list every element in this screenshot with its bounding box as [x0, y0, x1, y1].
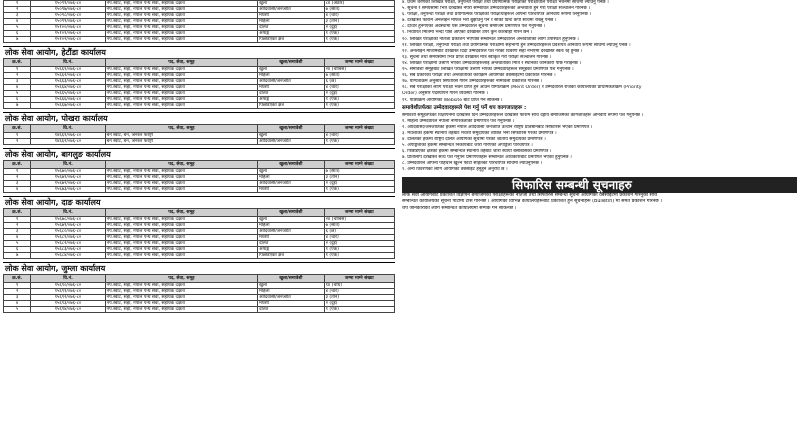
column-header-roll: वि.नं. — [31, 125, 105, 133]
table-cell: मधेशी — [258, 13, 324, 19]
vacancy-table — [3, 58, 395, 109]
table-cell: १५६९१/०७६-८० — [31, 289, 105, 295]
table-cell: नेप.स्वाट, सहा, नेपाल पन्थ सेवा, सहायक दक्षता — [105, 103, 257, 109]
vacancy-table — [3, 208, 395, 259]
column-header-sn: क्र.सं. — [4, 275, 31, 283]
table-cell: नेप.स्वाट, सहा, नेपाल पन्थ सेवा, सहायक दक्षता — [105, 241, 257, 247]
table-cell: ३ — [4, 79, 31, 85]
document-requirement-item: ४. दलितको हकमा राष्ट्रिय दलित आयोगको सूचीमा परेको जातीय समुदायको प्रमाणपत्र । — [402, 136, 546, 142]
table-cell: १ — [4, 217, 31, 223]
table-cell: १५६८१/०७६-८० — [31, 235, 105, 241]
table-cell: खुला — [258, 169, 324, 175]
table-cell: आदिवासी/जनजाति — [258, 139, 324, 145]
table-header-row — [4, 59, 395, 67]
table-cell: १५६८४/०७६-८० — [31, 253, 105, 259]
table-cell: ७ (सात) — [324, 223, 394, 229]
table-header-row — [4, 275, 395, 283]
table-cell: ५ — [4, 241, 31, 247]
table-cell: मधेशी — [258, 301, 324, 307]
table-header-row — [4, 209, 395, 217]
table-cell: बन स्वाट, बन, जनरल फरेष्ट्री — [105, 139, 257, 145]
table-cell: ४ — [4, 235, 31, 241]
table-cell: २ — [4, 289, 31, 295]
table-cell: नेप.स्वाट, सहा, नेपाल पन्थ सेवा, सहायक दक्षता — [105, 223, 257, 229]
table-cell: नेप.स्वाट, सहा, नेपाल पन्थ सेवा, सहायक दक्षता — [105, 247, 257, 253]
vacancy-table — [3, 0, 395, 43]
table-cell: १५६९३/०७६-८० — [31, 301, 105, 307]
table-cell: १ (एक) — [324, 307, 394, 313]
table-cell: नेप.स्वाट, सहा, नेपाल पन्थ सेवा, सहायक दक्षता — [105, 307, 257, 313]
table-cell: ७ — [4, 253, 31, 259]
column-header-post: पद, सेवा, समूह — [105, 209, 257, 217]
table-cell: नेप.स्वाट, सहा, नेपाल पन्थ सेवा, सहायक दक्षता — [105, 295, 257, 301]
column-header-qty: जम्मा माग्ने संख्या — [324, 125, 394, 133]
instruction-item: १९. पाठ्यक्रम आयोगको Website बाट प्राप्त गर्न सकिन्छ । — [402, 97, 503, 103]
table-row — [4, 253, 395, 259]
office-section-title: लोक सेवा आयोग, हेटौंडा कार्यालय — [3, 46, 395, 58]
table-cell: ४ — [4, 301, 31, 307]
table-cell: १५१०१/०७६-८० — [31, 31, 105, 37]
table-cell: १ — [4, 169, 31, 175]
document-requirement-item: समावेशी समूहतर्फको विज्ञापनमा दरखास्त दिने उम्मेदवारहरूले दरखास्त फाराम साथ देहाय बमोजिमका कागजातहरू अनिवार्य रूपमा पेश गर्नुपर्नेछ । — [402, 112, 644, 118]
instruction-item: १२. अनलाइन माध्यमबाट दरखास्त दिँदा उम्मेदवारले पेश गरेको विवरण सही नभएमा दरखास्त स्वतः रद्द हुनेछ । — [402, 48, 583, 54]
vacancy-table — [3, 274, 395, 313]
table-cell: २४ (चौबिस) — [324, 67, 394, 73]
table-cell: ३ (तीन) — [324, 175, 394, 181]
table-cell: ४ (चार) — [324, 289, 394, 295]
table-cell: नेप.स्वाट, सहा, नेपाल पन्थ सेवा, सहायक दक्षता — [105, 79, 257, 85]
instructions-list — [402, 0, 797, 104]
document-requirement-item: २. आदिवासी/जनजातिको हकमा नेपाल आदिवासी जनजाति उत्थान राष्ट्रिय प्रतिष्ठानबाट सिफारिस भएको प्रमाणपत्र । — [402, 124, 593, 130]
table-cell: १ — [4, 133, 31, 139]
table-cell: नेप.स्वाट, सहा, नेपाल पन्थ सेवा, सहायक दक्षता — [105, 91, 257, 97]
table-row — [4, 307, 395, 313]
notice-column — [402, 0, 797, 445]
table-cell: नेप.स्वाट, सहा, नेपाल पन्थ सेवा, सहायक दक्षता — [105, 181, 257, 187]
table-cell: ५ — [4, 307, 31, 313]
inclusive-documents-heading: समावेशीतर्फका उम्मेदवारहरूले पेश गर्नु पर्ने थप कागजातहरू : — [402, 104, 527, 111]
table-cell: नेप.स्वाट, सहा, नेपाल पन्थ सेवा, सहायक दक्षता — [105, 175, 257, 181]
table-cell: १ (एक) — [324, 253, 394, 259]
table-cell: आदिवासी/जनजाति — [258, 295, 324, 301]
document-requirement-item: १. महिला उम्मेदवारले नेपाली नागरिकताको प्रमाणपत्र पेश गर्नुपर्नेछ । — [402, 118, 515, 124]
table-cell: २ (दुई) — [324, 181, 394, 187]
table-cell: मधेशी — [258, 235, 324, 241]
table-cell: १५०९८/०७६-८० — [31, 13, 105, 19]
instruction-item: १४. लिखित परीक्षामा उत्तीर्ण भएका उम्मेदवारहरूलाई अन्तर्वार्ताको मिति र स्थानको जानकारी पछि गराइनेछ । — [402, 60, 582, 66]
table-cell: १५६७०/०७६-८० — [31, 169, 105, 175]
document-requirement-item: ६. पिछडिएको क्षेत्रको हकमा सम्बन्धित स्थानीय तहबाट जारी स्थायी बसोबासको प्रमाणपत्र । — [402, 149, 552, 155]
table-cell: ४ (चार) — [324, 133, 394, 139]
table-cell: नेप.स्वाट, सहा, नेपाल पन्थ सेवा, सहायक दक्षता — [105, 97, 257, 103]
office-section-title: लोक सेवा आयोग, जुम्ला कार्यालय — [3, 262, 395, 274]
table-cell: ३ (तीन) — [324, 19, 394, 25]
column-header-group: खुला/समावेशी — [258, 59, 324, 67]
table-cell: २ — [4, 223, 31, 229]
document-requirement-item: ८. उम्मेदवारले आफ्नो पहिचान खुल्ने फोटो सहितको परिचयपत्र साथमा ल्याउनुपर्नेछ । — [402, 161, 543, 167]
table-cell: १ (एक) — [324, 187, 394, 193]
table-cell: ३ — [4, 229, 31, 235]
column-header-post: पद, सेवा, समूह — [105, 59, 257, 67]
table-cell: नेप.स्वाट, सहा, नेपाल पन्थ सेवा, सहायक दक्षता — [105, 229, 257, 235]
column-header-qty: जम्मा माग्ने संख्या — [324, 275, 394, 283]
table-cell: १ (एक) — [324, 37, 394, 43]
table-cell: ४ (चार) — [324, 235, 394, 241]
table-cell: ७ (सात) — [324, 73, 394, 79]
table-cell: १४६६१/०७६-८० — [31, 133, 105, 139]
instruction-item: १५. समावेशी समूहबाट लिखित परीक्षामा उत्तीर्ण भएका उम्मेदवारहरूले समूहको प्रमाणपत्र पेश गर्नुपर्नेछ । — [402, 67, 574, 73]
table-cell: आदिवासी/जनजाति — [258, 229, 324, 235]
table-cell: १५६९४/०७६-८० — [31, 307, 105, 313]
instruction-item: ९. निर्धारित मितिमा भन्दा पछि आएको दरखास्त उपर कुनै कारबाही गरिने छैन । — [402, 30, 533, 36]
table-cell: नेप.स्वाट, सहा, नेपाल पन्थ सेवा, सहायक दक्षता — [105, 235, 257, 241]
instruction-item: ४. प्रथम चरणको लिखित परीक्षा, तनुपन्थी परीक्षा तथा प्रयोगात्मक परीक्षाको परीक्षार्थीले परीक्षा भवनमा साथमा ल्याउनु पर्नेछ । — [402, 0, 609, 5]
table-cell: ७ (सात) — [324, 169, 394, 175]
table-cell: २ — [4, 175, 31, 181]
table-cell: ४ — [4, 19, 31, 25]
table-cell: १५६८२/०७६-८० — [31, 241, 105, 247]
table-cell: ५ — [4, 91, 31, 97]
table-cell: ६ (छ) — [324, 79, 394, 85]
document-requirement-item: ५. अपाङ्गताको हकमा सम्बन्धित निकायबाट जारी गरिएको अपाङ्गता परिचयपत्र । — [402, 143, 533, 149]
table-cell: १ — [4, 283, 31, 289]
table-cell: दलित — [258, 91, 324, 97]
table-cell: पिछडिएको क्षेत्र — [258, 37, 324, 43]
table-cell: महिला — [258, 175, 324, 181]
table-cell: आदिवासी/जनजाति — [258, 181, 324, 187]
table-cell: १५०९९/०७६-८० — [31, 1, 105, 7]
table-cell: आदिवासी/जनजाति — [258, 7, 324, 13]
table-cell: १५६७३/०७६-८० — [31, 187, 105, 193]
table-cell: ६ — [4, 31, 31, 37]
office-section — [3, 112, 395, 148]
table-cell: १ (एक) — [324, 247, 394, 253]
table-cell: ३ — [4, 13, 31, 19]
office-section-title: लोक सेवा आयोग, बागलुङ कार्यालय — [3, 148, 395, 160]
table-cell: ३ — [4, 295, 31, 301]
table-header-row — [4, 125, 395, 133]
table-row — [4, 187, 395, 193]
table-cell: २ — [4, 73, 31, 79]
table-cell: १ — [4, 1, 31, 7]
instruction-item: १७. योग्यताक्रम अनुसार सिफारिस गरिने उम्मेदवारहरूको नामावली प्रकाशित गरिनेछ । — [402, 79, 543, 85]
table-cell: २४ (चौबिस) — [324, 217, 394, 223]
vacancy-table — [3, 160, 395, 193]
table-cell: नेप.स्वाट, सहा, नेपाल पन्थ सेवा, सहायक दक्षता — [105, 25, 257, 31]
instruction-item: ८. दोधार हुनगएको अवस्थामा यसै उम्मेदवारले सूचना बमोजिम प्रमाणपत्र पेश गर्नुपर्नेछ । — [402, 24, 546, 30]
table-cell: ४ (चार) — [324, 13, 394, 19]
table-row — [4, 37, 395, 43]
table-cell: नेप.स्वाट, सहा, नेपाल पन्थ सेवा, सहायक दक्षता — [105, 289, 257, 295]
office-section — [3, 46, 395, 112]
column-header-qty: जम्मा माग्ने संख्या — [324, 59, 394, 67]
table-cell: खुला — [258, 67, 324, 73]
table-cell: १ (एक) — [324, 139, 394, 145]
table-cell: १५१००/०७६-८० — [31, 25, 105, 31]
document-requirement-item: ७. प्रतिलिपि दरखास्त साथ पेश गर्नुपर्ने प्रमाणपत्रहरू सम्बन्धित अधिकारीबाट प्रमाणित भएको हुनुपर्नेछ । — [402, 155, 572, 161]
table-cell: ३ — [4, 181, 31, 187]
office-section — [3, 262, 395, 316]
column-header-sn: क्र.सं. — [4, 125, 31, 133]
recommendation-text — [402, 193, 797, 213]
table-row — [4, 103, 395, 109]
table-cell: नेप.स्वाट, सहा, नेपाल पन्थ सेवा, सहायक दक्षता — [105, 283, 257, 289]
column-header-post: पद, सेवा, समूह — [105, 161, 257, 169]
column-header-qty: जम्मा माग्ने संख्या — [324, 161, 394, 169]
table-cell: १५०९७/०७६-८० — [31, 7, 105, 13]
table-cell: नेप.स्वाट, सहा, नेपाल पन्थ सेवा, सहायक दक्षता — [105, 301, 257, 307]
table-cell: १४ (चौध) — [324, 283, 394, 289]
table-cell: नेप.स्वाट, सहा, नेपाल पन्थ सेवा, सहायक दक्षता — [105, 31, 257, 37]
column-header-post: पद, सेवा, समूह — [105, 275, 257, 283]
instruction-item: ७. दरखास्त फाराम अनलाइन मार्फत भरी बुझाउनु पर्ने र सोको प्रिन्ट कपी साथमा राख्नु पर्नेछ । — [402, 18, 557, 24]
column-header-roll: वि.नं. — [31, 209, 105, 217]
table-cell: १५६९०/०७६-८० — [31, 283, 105, 289]
column-header-roll: वि.नं. — [31, 59, 105, 67]
instruction-item: १३. सूचना तथा समयसीमा भित्र प्राप्त दरखास्त मात्र स्वीकृत गरी परीक्षा सञ्चालन गरिनेछ । — [402, 54, 552, 60]
table-cell: नेप.स्वाट, सहा, नेपाल पन्थ सेवा, सहायक दक्षता — [105, 187, 257, 193]
table-cell: महिला — [258, 289, 324, 295]
table-cell: पिछडिएको क्षेत्र — [258, 253, 324, 259]
table-cell: पिछडिएको क्षेत्र — [258, 103, 324, 109]
column-header-qty: जम्मा माग्ने संख्या — [324, 209, 394, 217]
office-section — [3, 148, 395, 196]
vacancy-tables-column — [3, 0, 395, 445]
column-header-roll: वि.नं. — [31, 275, 105, 283]
table-cell: ४ (चार) — [324, 85, 394, 91]
table-cell: १५६६१/०७६-८० — [31, 67, 105, 73]
table-cell: दलित — [258, 25, 324, 31]
table-cell: ७ (सात) — [324, 7, 394, 13]
column-header-roll: वि.नं. — [31, 161, 105, 169]
office-section — [3, 196, 395, 262]
table-cell: ३ (तीन) — [324, 295, 394, 301]
table-cell: आदिवासी/जनजाति — [258, 79, 324, 85]
table-cell: ७ — [4, 37, 31, 43]
table-cell: मधेशी — [258, 187, 324, 193]
table-cell: १ (एक) — [324, 103, 394, 109]
column-header-sn: क्र.सं. — [4, 161, 31, 169]
office-section-title: लोक सेवा आयोग, पोखरा कार्यालय — [3, 112, 395, 124]
instruction-item: १०. लिखित परीक्षाको नतिजा प्रकाशन भएपछि सम्बन्धित उम्मेदवारले अन्तर्वार्ताको लागि उपस्थित हुनुपर्नेछ । — [402, 36, 579, 42]
table-cell: २ — [4, 139, 31, 145]
table-cell: १५६७९/०७६-८० — [31, 223, 105, 229]
table-cell: महिला — [258, 73, 324, 79]
table-cell: १ (एक) — [324, 97, 394, 103]
table-cell: खुला — [258, 1, 324, 7]
column-header-group: खुला/समावेशी — [258, 275, 324, 283]
column-header-group: खुला/समावेशी — [258, 209, 324, 217]
table-header-row — [4, 161, 395, 169]
table-cell: नेप.स्वाट, सहा, नेपाल पन्थ सेवा, सहायक दक्षता — [105, 67, 257, 73]
table-cell: नेप.स्वाट, सहा, नेपाल पन्थ सेवा, सहायक दक्षता — [105, 13, 257, 19]
table-cell: मधेशी — [258, 85, 324, 91]
table-cell: ६ — [4, 97, 31, 103]
recommendation-line: सम्बन्धित कार्यालयको सूचना पाटीमा टाँस गरिनेछ । आयोगको विभिन्न कार्यालयहरूबाट प्रकाशित हुने सूचनाहरू (Bulletin) मा समेत प्रकाशन गरिनेछ । — [402, 199, 663, 205]
table-cell: नेप.स्वाट, सहा, नेपाल पन्थ सेवा, सहायक दक्षता — [105, 37, 257, 43]
table-cell: खुला — [258, 133, 324, 139]
table-cell: १५६६६/०७६-८० — [31, 97, 105, 103]
table-cell: १४६६२/०७६-८० — [31, 139, 105, 145]
table-cell: १५६६२/०७६-८० — [31, 73, 105, 79]
table-cell: १५६६५/०७६-८० — [31, 91, 105, 97]
table-cell: १ (एक) — [324, 31, 394, 37]
column-header-sn: क्र.सं. — [4, 59, 31, 67]
table-cell: २ (दुई) — [324, 301, 394, 307]
table-cell: १५६८०/०७६-८० — [31, 229, 105, 235]
table-cell: १५६८३/०७६-८० — [31, 247, 105, 253]
column-header-group: खुला/समावेशी — [258, 161, 324, 169]
table-cell: दलित — [258, 307, 324, 313]
table-cell: नेप.स्वाट, सहा, नेपाल पन्थ सेवा, सहायक दक्षता — [105, 7, 257, 13]
table-cell: अपाङ्ग — [258, 247, 324, 253]
table-cell: नेप.स्वाट, सहा, नेपाल पन्थ सेवा, सहायक दक्षता — [105, 169, 257, 175]
table-cell: १५६६४/०७६-८० — [31, 85, 105, 91]
instruction-item: १८. सबै परीक्षाको लागि परीक्षा भवन प्राप्त हुन आउने योग्यताक्रम (Merit Order) र उम्मेदवारले रोजेको कार्यालयको प्राथमिकताक्रम (Priority — [402, 85, 642, 91]
inclusive-documents-list — [402, 113, 797, 174]
table-cell: बन स्वाट, बन, जनरल फरेष्ट्री — [105, 133, 257, 139]
table-cell: ६ (छ) — [324, 229, 394, 235]
table-cell: १५६९२/०७६-८० — [31, 295, 105, 301]
table-cell: नेप.स्वाट, सहा, नेपाल पन्थ सेवा, सहायक दक्षता — [105, 1, 257, 7]
instruction-item: १६. सबै प्रकारका परीक्षा तथा अन्तर्वार्ताको कार्यक्रम आयोगको वेबसाइटमा प्रकाशित गरिनेछ । — [402, 73, 556, 79]
instruction-item: ६. परीक्षा, तनुपन्थी परीक्षा तथा प्रयोगात्मक परीक्षाको परीक्षार्थीहरूले आफ्नो परिचयपत्र अनिवार्य रूपमा लिनुपर्नेछ । — [402, 12, 591, 18]
table-cell: २ (दुई) — [324, 91, 394, 97]
table-cell: खुला — [258, 283, 324, 289]
table-cell: ५ — [4, 25, 31, 31]
table-cell: २ — [4, 7, 31, 13]
column-header-group: खुला/समावेशी — [258, 125, 324, 133]
table-cell: १५६६३/०७६-८० — [31, 79, 105, 85]
table-cell: नेप.स्वाट, सहा, नेपाल पन्थ सेवा, सहायक दक्षता — [105, 253, 257, 259]
document-requirement-item: ३. मधेशीको हकमा स्थानीय तहबाट मधेशी समुदायको व्यक्ति भनी सिफारिस गरेको प्रमाणपत्र । — [402, 130, 557, 136]
column-header-post: पद, सेवा, समूह — [105, 125, 257, 133]
recommendation-banner: सिफारिस सम्बन्धी सूचनाहरु — [402, 177, 797, 193]
table-cell: १ — [4, 67, 31, 73]
table-cell: १५६७१/०७६-८० — [31, 175, 105, 181]
table-cell: ६ — [4, 247, 31, 253]
table-cell: नेप.स्वाट, सहा, नेपाल पन्थ सेवा, सहायक दक्षता — [105, 19, 257, 25]
table-cell: नेप.स्वाट, सहा, नेपाल पन्थ सेवा, सहायक दक्षता — [105, 73, 257, 79]
table-cell: १५६६७/०७६-८० — [31, 103, 105, 109]
document-requirement-item: ९. अन्य विवरणको लागि आयोगको वेबसाइट हेर्नुहुन अनुरोध छ । — [402, 167, 508, 173]
table-cell: नेप.स्वाट, सहा, नेपाल पन्थ सेवा, सहायक दक्षता — [105, 217, 257, 223]
table-cell: अपाङ्ग — [258, 97, 324, 103]
instruction-item: ११. लिखित परीक्षा, तनुपन्थी परीक्षा तथा प्रयोगात्मक परीक्षामा सहभागी हुने उम्मेदवारहरूले प्रवेशपत्र अनिवार्य रूपमा साथमा ल्याउनु पर्नेछ । — [402, 42, 631, 48]
table-cell: ४ — [4, 85, 31, 91]
recommendation-line: थप जानकारीका लागि सम्बन्धित कार्यालयमा सम्पर्क गर्न सकिनेछ । — [402, 205, 517, 211]
table-cell: १५०९९/०७६-८० — [31, 19, 105, 25]
table-cell: महिला — [258, 223, 324, 229]
column-header-sn: क्र.सं. — [4, 209, 31, 217]
table-row — [4, 139, 395, 145]
table-cell: १५६७८/०७६-८० — [31, 217, 105, 223]
table-cell: ७ — [4, 103, 31, 109]
office-section — [3, 0, 395, 46]
table-cell: १५१०२/०७६-८० — [31, 37, 105, 43]
table-cell: २ (दुई) — [324, 25, 394, 31]
instruction-item: Order) अनुसार पदस्थापन गरिने व्यवस्था गरिनेछ । — [402, 91, 488, 97]
vacancy-table — [3, 124, 395, 145]
instruction-item: ५. सूचना र समयसीमा भित्र दरखास्त नपरी सम्भावित उम्मेदवारहरूको अन्तर्वार्ता हुने गरी परीक्षा सञ्चालन गरिनेछ । — [402, 6, 590, 12]
recommendation-line: लोक सेवा आयोगबाट प्रकाशित विज्ञापन बमोजिमका परीक्षाहरूको नतिजा तथा सिफारिस सम्बन्धी सूचना आयोगको वेबसाइटमा प्रकाशन गरिनुका साथै — [402, 192, 658, 198]
office-section-title: लोक सेवा आयोग, दाङ कार्यालय — [3, 196, 395, 208]
table-cell: महिला — [258, 19, 324, 25]
table-cell: २ (दुई) — [324, 241, 394, 247]
table-cell: अपाङ्ग — [258, 31, 324, 37]
table-cell: ४ — [4, 187, 31, 193]
table-cell: ८४ (अठार) — [324, 1, 394, 7]
table-cell: नेप.स्वाट, सहा, नेपाल पन्थ सेवा, सहायक दक्षता — [105, 85, 257, 91]
table-cell: १५६७२/०७६-८० — [31, 181, 105, 187]
table-cell: खुला — [258, 217, 324, 223]
table-cell: दलित — [258, 241, 324, 247]
